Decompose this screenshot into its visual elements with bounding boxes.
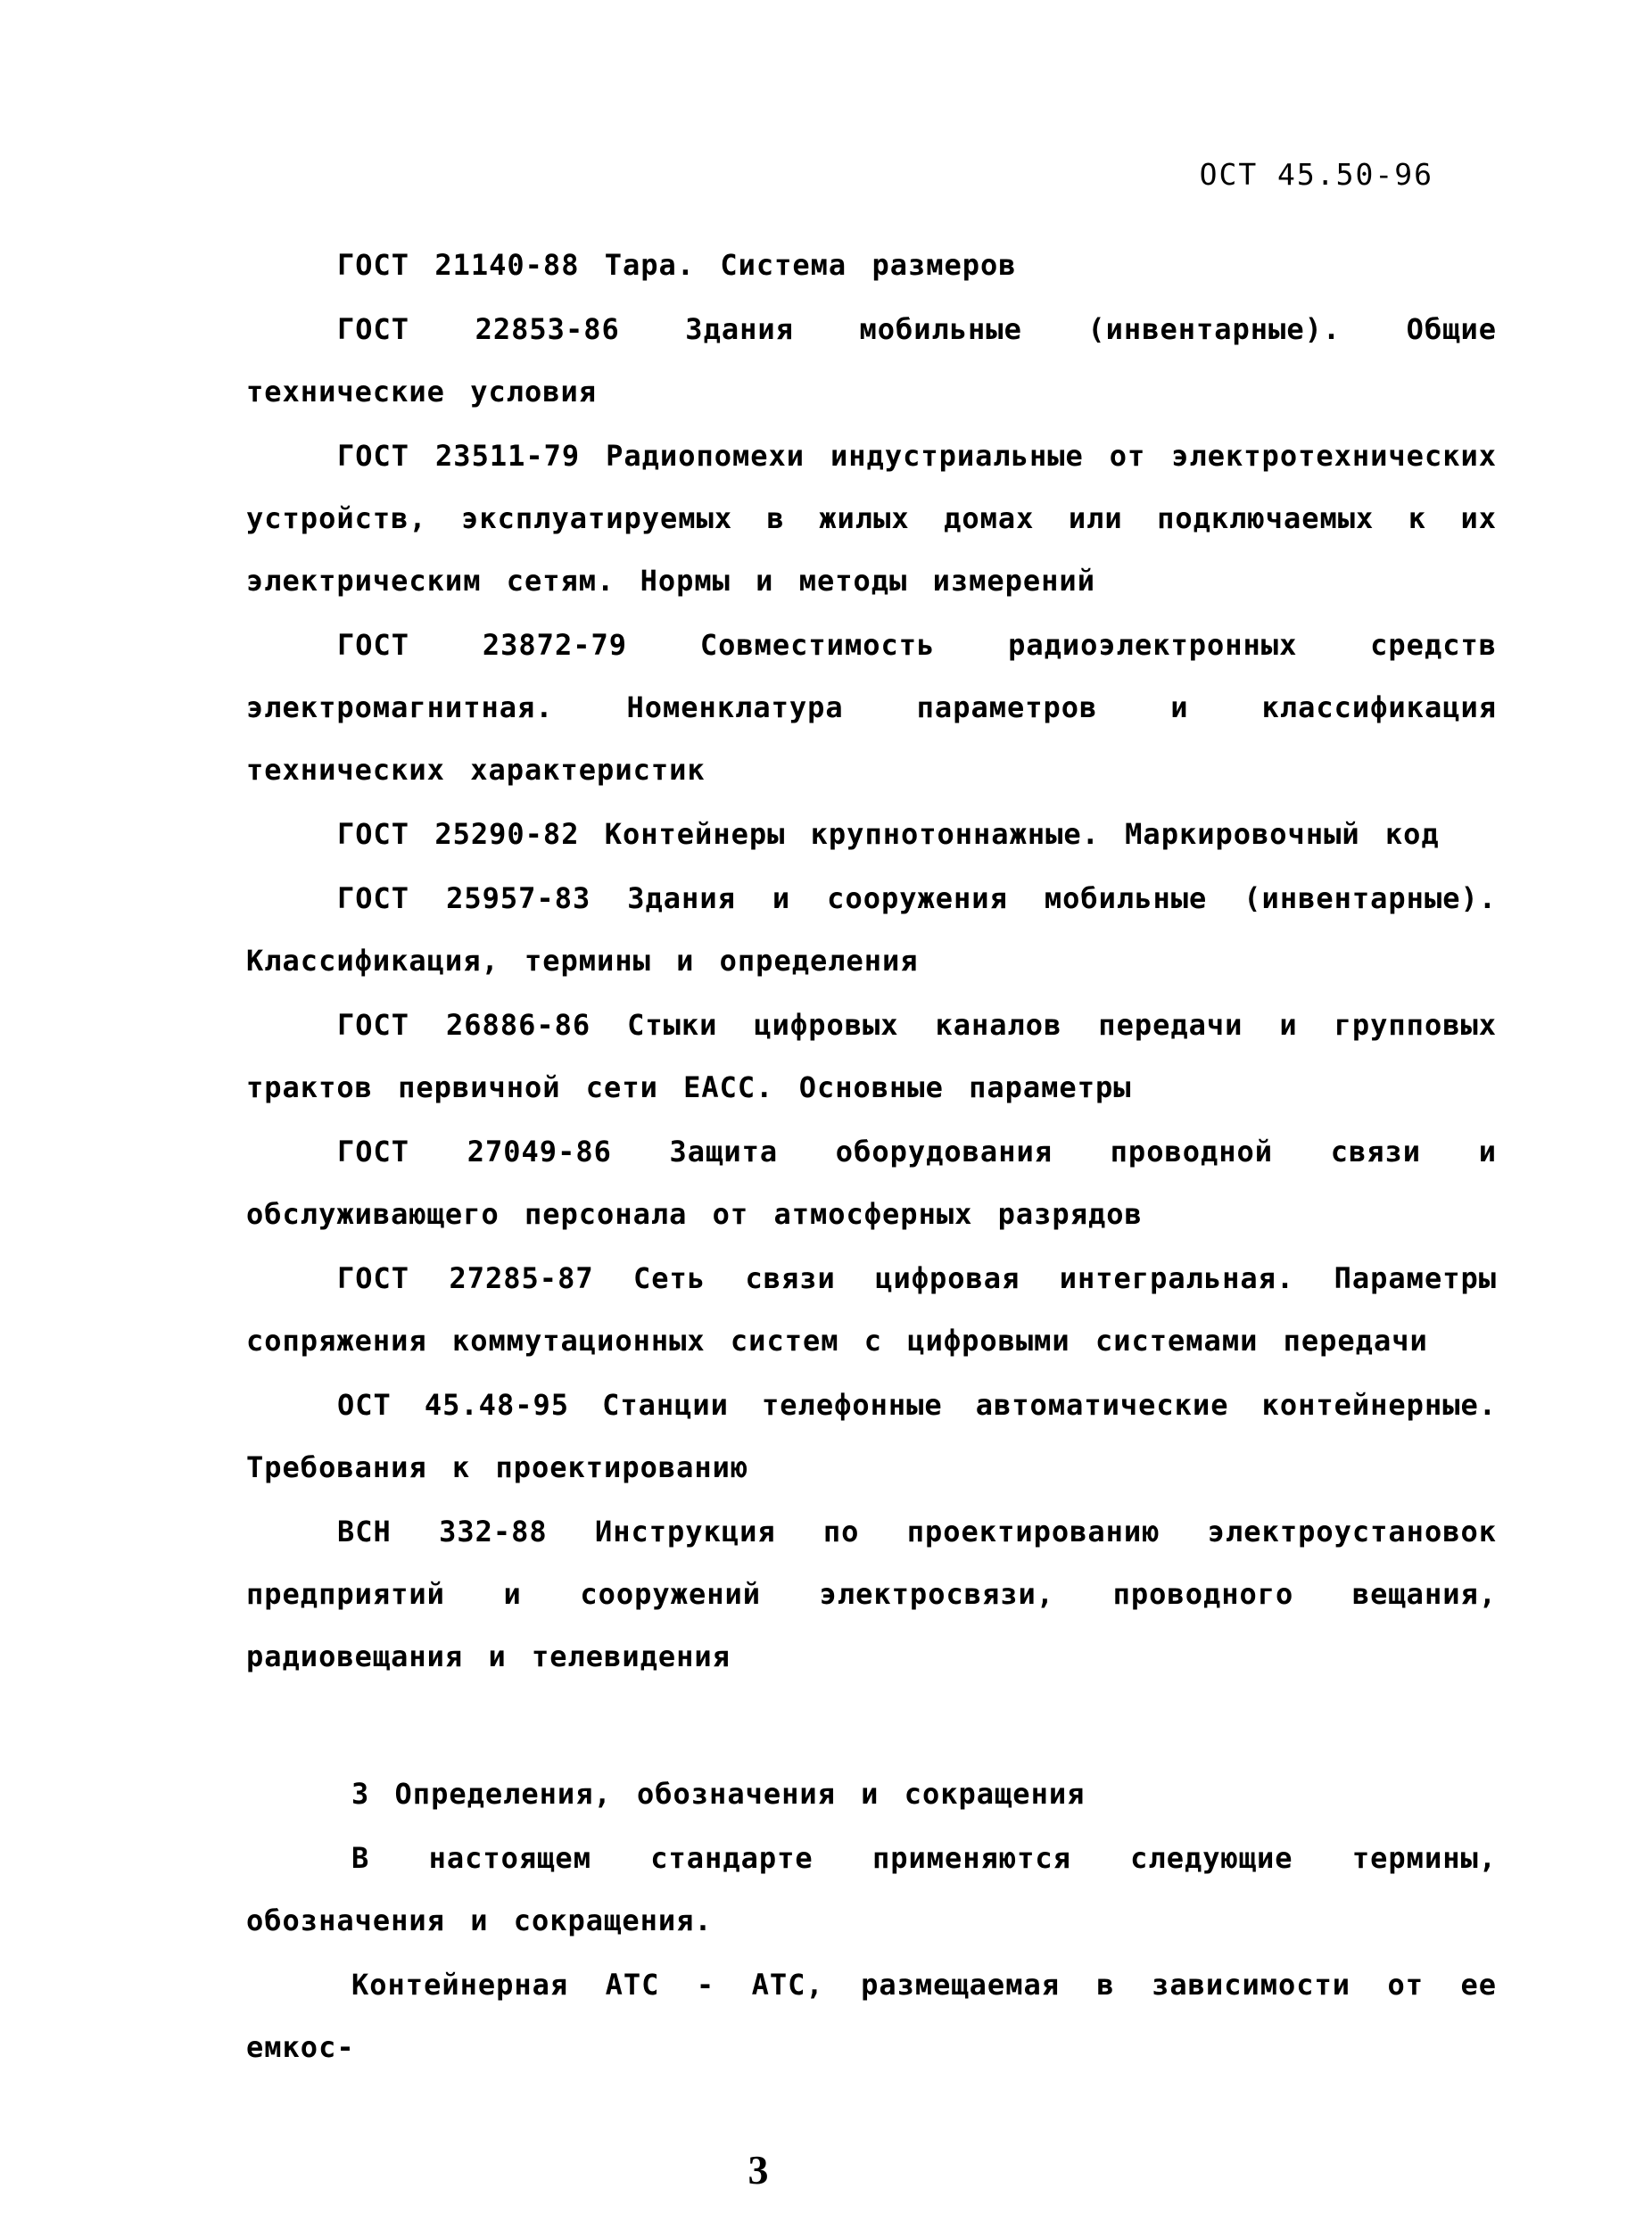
- reference-ost-45-48: ОСТ 45.48-95 Станции телефонные автоматические контейнерные. Требования к проектированию: [246, 1388, 1497, 1484]
- reference-gost-22853: ГОСТ 22853-86 Здания мобильные (инвентарные). Общие технические условия: [246, 312, 1497, 409]
- reference-vsn-332: ВСН 332-88 Инструкция по проектированию электроустановок предприятий и сооружений электросвязи, проводного вещания, радиовещания и телевидения: [246, 1515, 1497, 1673]
- reference-gost-27285: ГОСТ 27285-87 Сеть связи цифровая интегральная. Параметры сопряжения коммутационных систем с цифровыми системами передачи: [246, 1261, 1497, 1358]
- page-number: 3: [748, 2147, 769, 2193]
- reference-gost-23872: ГОСТ 23872-79 Совместимость радиоэлектронных средств электромагнитная. Номенклатура параметров и классификация технических характеристик: [246, 628, 1497, 787]
- reference-gost-23511: ГОСТ 23511-79 Радиопомехи индустриальные от электротехнических устройств, эксплуатируемых в жилых домах или подключаемых к их электрическим сетям. Нормы и методы измерений: [246, 439, 1497, 598]
- page-content: [246, 234, 1497, 2078]
- section-intro-paragraph: В настоящем стандарте применяются следующие термины, обозначения и сокращения.: [246, 1841, 1497, 1937]
- reference-gost-27049: ГОСТ 27049-86 Защита оборудования проводной связи и обслуживающего персонала от атмосферных разрядов: [246, 1135, 1497, 1231]
- reference-gost-25290: ГОСТ 25290-82 Контейнеры крупнотоннажные. Маркировочный код: [337, 817, 1440, 851]
- reference-gost-25957: ГОСТ 25957-83 Здания и сооружения мобильные (инвентарные). Классификация, термины и определения: [246, 881, 1497, 978]
- section-heading: 3 Определения, обозначения и сокращения: [351, 1777, 1086, 1811]
- reference-gost-21140: ГОСТ 21140-88 Тара. Система размеров: [337, 248, 1017, 282]
- definition-paragraph: Контейнерная АТС - АТС, размещаемая в зависимости от ее емкос-: [246, 1968, 1497, 2064]
- reference-gost-26886: ГОСТ 26886-86 Стыки цифровых каналов передачи и групповых трактов первичной сети ЕАСС. Основные параметры: [246, 1008, 1497, 1104]
- document-code: ОСТ 45.50-96: [1199, 157, 1433, 192]
